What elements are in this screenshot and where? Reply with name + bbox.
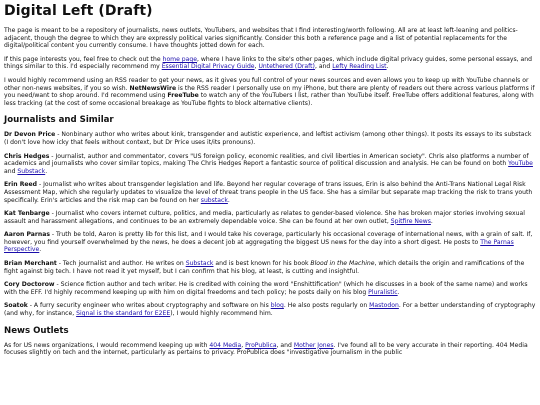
link-mother-jones[interactable]: Mother Jones <box>293 341 334 349</box>
text-run: , <box>254 63 259 71</box>
journalist-entry <box>4 181 536 204</box>
link-substack[interactable]: Substack <box>17 167 46 175</box>
text-run: and <box>4 167 18 175</box>
text-run: is the RSS reader I personally use on my iPhone, but there are plenty of readers out there across various platforms if you need/want to shop around. I'd recommend using <box>4 84 535 100</box>
text-run: to watch any of the YouTubers I list, rather than YouTube itself. FreeTube offers additional features, along with less tracking (at the cost of some occasional breakage as YouTube fights to block alternative clients). <box>4 92 534 107</box>
bold-name: Kat Tenbarge <box>4 210 50 218</box>
link-mastodon[interactable]: Mastodon <box>369 302 399 310</box>
text-run: . For a better understanding of cryptography (and why, for instance, <box>4 302 536 318</box>
text-run: , and <box>314 63 333 71</box>
text-run: ), I would highly recommend him. <box>170 310 273 318</box>
link-spitfire-news[interactable]: Spitfire News <box>390 217 431 225</box>
text-run: . I've found all to be very accurate in their reporting. 404 Media focuses slightly on tech and the internet, particularly as pertains to privacy. ProPublica does "investigative journalism in the public <box>4 341 528 357</box>
text-run: - Tech journalist and author. He writes on <box>56 260 186 268</box>
link-substack[interactable]: Substack <box>185 260 214 268</box>
text-run: and is best known for his book <box>213 260 311 268</box>
link-propublica[interactable]: ProPublica <box>245 341 277 349</box>
bold-name: Brian Merchant <box>4 260 57 268</box>
bold-name: Cory Doctorow <box>4 281 55 289</box>
italic-title: Blood in the Machine <box>310 260 375 268</box>
intro-paragraph <box>4 77 536 107</box>
journalist-entry <box>4 281 536 296</box>
bold-name: Erin Reed <box>4 181 38 189</box>
page-title: Digital Left (Draft) <box>4 3 153 19</box>
text-run: - Journalist, author and commentator, covers "US foreign policy, economic realities, and civil liberties in American society". Chris also platforms a number of academics and journalists who cover similar topics, making The Chris Hedges Report a fantastic source of political discussion and analysis. He can be found on both <box>4 152 529 168</box>
section-heading-news: News Outlets <box>4 325 69 336</box>
text-run: I would highly recommend using an RSS reader to get your news, as it gives you full control of your news sources and even allows you to keep up with YouTube channels or other non-news websites, if you so wish. <box>4 76 529 92</box>
text-run: , and <box>276 341 294 349</box>
news-paragraph <box>4 342 536 357</box>
intro-paragraph <box>4 56 536 71</box>
text-run: . He also posts regularly on <box>283 302 370 310</box>
text-run: - Nonbinary author who writes about kink, transgender and autistic experience, and leftist activism (among other things). It posts its essays to its substack (I don't love how icky that feels without context, but Dr Price uses it/its pronouns). <box>4 131 532 146</box>
intro-paragraph <box>4 27 536 50</box>
journalist-entry <box>4 260 536 275</box>
text-run: The page is meant to be a repository of journalists, news outlets, YouTubers, and websites that I find interesting/worth following. All are at least left-leaning and politics-adjacent, though the degree to which they are expressly political varies significantly. Consider this both a reference page and a list of potential replacements for the digital/political content you currently consume. I have thoughts jotted down for each. <box>4 27 518 50</box>
link-blog[interactable]: blog <box>270 302 284 310</box>
text-run: - Science fiction author and tech writer. He is credited with coining the word "Enshittification" (which he discusses in a book of the same name) and works with the EFF. I'd highly recommend keeping up with him on digital freedoms and tech policy; he posts daily on his blog <box>4 281 528 296</box>
link-essential-digital-privacy-guide[interactable]: Essential Digital Privacy Guide <box>161 63 255 71</box>
text-run: , <box>241 341 246 349</box>
text-run: . <box>430 217 433 225</box>
journalist-entry <box>4 153 536 176</box>
bold-name: NetNewsWire <box>129 84 177 92</box>
journalist-entry <box>4 131 536 146</box>
link-untethered-draft[interactable]: Untethered (Draft) <box>258 63 315 71</box>
text-run: - Truth be told, Aaron is pretty lib for this list, and I would take his coverage, particularly his occasional coverage of international news, with a grain of salt. If, however, you find yourself overwhelmed by the news, he does a decent job at aggregating the biggest US news for the day into a short digest. He posts to <box>4 231 533 246</box>
text-run: . <box>39 246 42 254</box>
link-substack[interactable]: substack <box>200 196 228 204</box>
bold-name: Soatok <box>4 302 28 310</box>
text-run: As for US news organizations, I would recommend keeping up with <box>4 341 210 349</box>
link-404-media[interactable]: 404 Media <box>209 341 242 349</box>
journalists-section <box>4 131 536 317</box>
bold-name: Chris Hedges <box>4 152 50 160</box>
bold-name: Aaron Parnas <box>4 231 50 239</box>
journalist-entry <box>4 210 536 225</box>
news-section <box>4 342 536 357</box>
text-run: . <box>386 63 389 71</box>
intro-section <box>4 27 536 107</box>
text-run: , which details the origin and ramifications of the fight against big tech. I have not read it yet myself, but I can confirm that his blog, at least, is cutting and insightful. <box>4 260 525 275</box>
section-heading-journalists: Journalists and Similar <box>4 115 114 126</box>
text-run: - Journalist who writes about transgender legislation and life. Beyond her regular coverage of trans issues, Erin is also behind the Anti-Trans National Legal Risk Assessment Map, which she regularly updates to visualize the level of threat trans people in the US face. She has a similar but separate map tracking the risk to trans youth specifically. Erin's articles and the risk map can be found on her <box>4 181 533 204</box>
text-run: - A furry security engineer who writes about cryptography and software on his <box>27 302 271 310</box>
link-home-page[interactable]: home page <box>162 55 198 63</box>
text-run: , where I have links to the site's other pages, which include digital privacy guides, some personal essays, and things similar to this. I'd especially recommend my <box>4 55 532 71</box>
link-the-parnas-perspective[interactable]: The Parnas Perspective <box>4 238 514 254</box>
journalist-entry <box>4 302 536 317</box>
bold-name: Dr Devon Price <box>4 131 56 139</box>
link-signal-is-the-standard-for-e2ee[interactable]: Signal is the standard for E2EE <box>76 310 171 318</box>
link-pluralistic[interactable]: Pluralistic <box>368 288 398 296</box>
journalist-entry <box>4 231 536 254</box>
text-run: . <box>227 196 230 204</box>
text-run: If this page interests you, feel free to check out the <box>4 55 163 63</box>
text-run: - Journalist who covers internet culture, politics, and media, particularly as relates to gender-based violence. She has broken major stories involving sexual assault and harassment allegations, and continues to be an extremely dependable voice. She can be found at her own outlet, <box>4 210 525 225</box>
bold-name: FreeTube <box>167 92 199 100</box>
link-youtube[interactable]: YouTube <box>508 160 533 168</box>
text-run: . <box>45 167 48 175</box>
text-run: . <box>397 288 400 296</box>
link-lefty-reading-list[interactable]: Lefty Reading List <box>332 63 387 71</box>
